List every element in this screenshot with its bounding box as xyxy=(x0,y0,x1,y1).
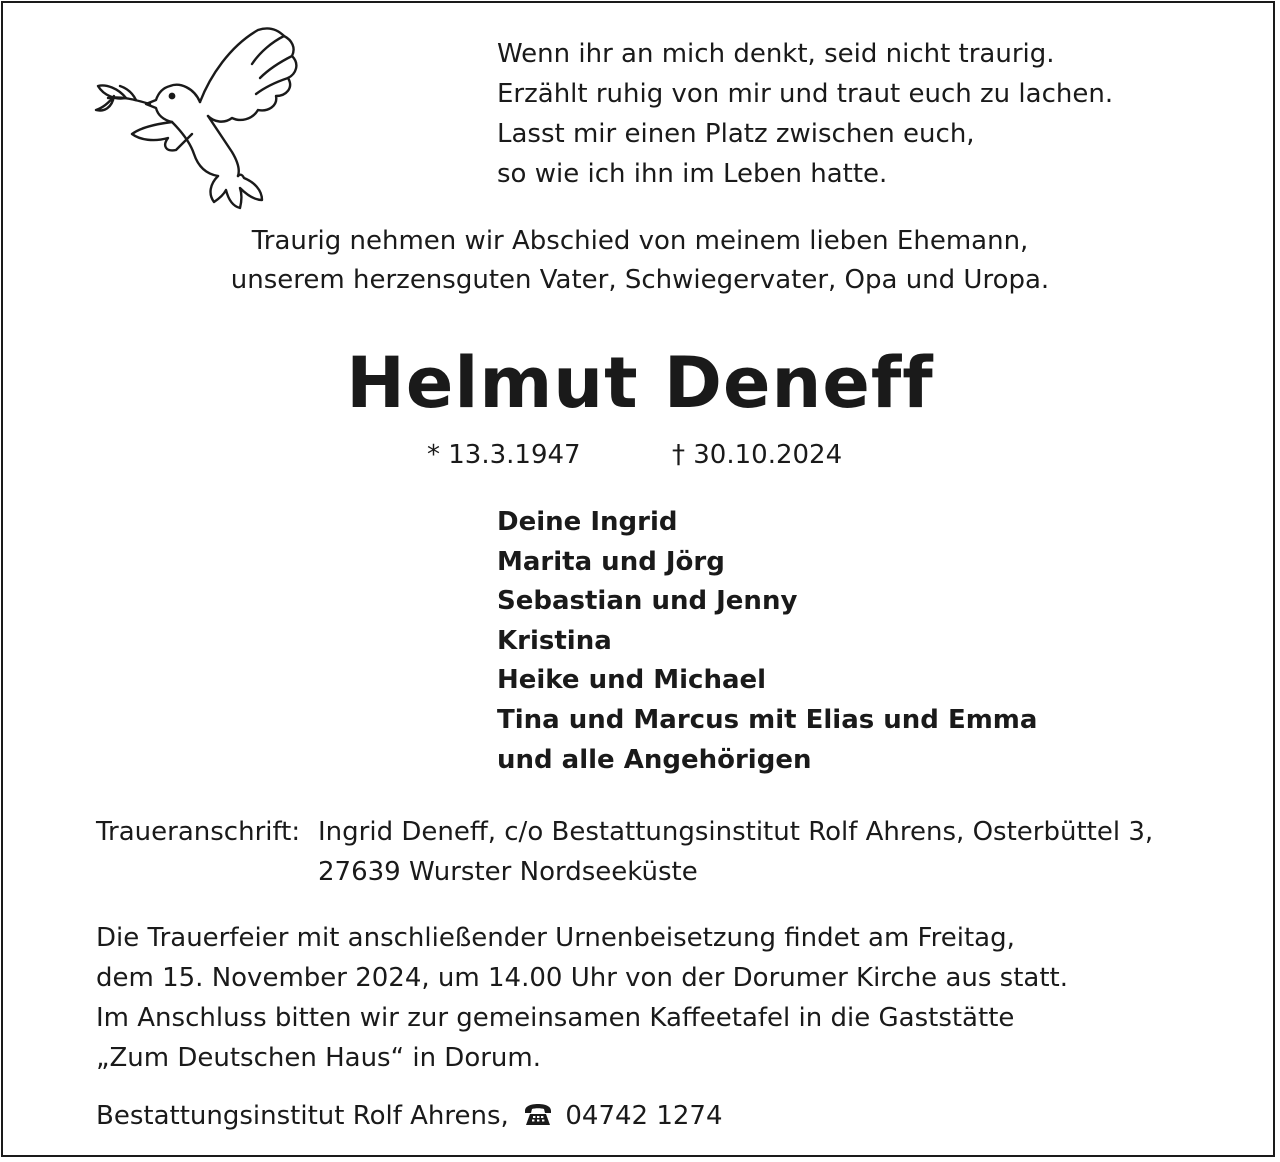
address-label: Traueranschrift: xyxy=(96,817,301,847)
poem-verse xyxy=(497,34,1113,194)
funeral-home-contact xyxy=(96,1096,723,1136)
family-member: Heike und Michael xyxy=(497,665,767,696)
phone-number[interactable]: 04742 1274 xyxy=(565,1101,723,1131)
family-member: Kristina xyxy=(497,625,612,656)
birth-date: * 13.3.1947 xyxy=(427,440,581,470)
family-list xyxy=(497,503,1037,780)
family-member: Tina und Marcus mit Elias und Emma xyxy=(497,704,1038,735)
family-member: Marita und Jörg xyxy=(497,546,725,577)
death-date: † 30.10.2024 xyxy=(672,440,843,470)
ceremony-line: Die Trauerfeier mit anschließender Urnenbeisetzung findet am Freitag, xyxy=(96,923,1015,953)
dove-icon xyxy=(92,24,304,210)
intro-text xyxy=(0,222,1280,300)
poem-line: Lasst mir einen Platz zwischen euch, xyxy=(497,119,975,149)
ceremony-line: „Zum Deutschen Haus“ in Dorum. xyxy=(96,1043,541,1073)
poem-line: Erzählt ruhig von mir und traut euch zu lachen. xyxy=(497,79,1114,109)
family-member: und alle Angehörigen xyxy=(497,744,812,775)
family-member: Sebastian und Jenny xyxy=(497,586,798,617)
funeral-home-name: Bestattungsinstitut Rolf Ahrens, xyxy=(96,1101,509,1131)
intro-line: unserem herzensguten Vater, Schwiegervater, Opa und Uropa. xyxy=(230,265,1050,295)
poem-line: so wie ich ihn im Leben hatte. xyxy=(497,159,888,189)
address-line: 27639 Wurster Nordseeküste xyxy=(318,857,698,887)
intro-line: Traurig nehmen wir Abschied von meinem lieben Ehemann, xyxy=(251,226,1029,256)
deceased-name: Helmut Deneff xyxy=(346,342,934,424)
poem-line: Wenn ihr an mich denkt, seid nicht traurig. xyxy=(497,39,1055,69)
ceremony-line: dem 15. November 2024, um 14.00 Uhr von der Dorumer Kirche aus statt. xyxy=(96,963,1068,993)
family-member: Deine Ingrid xyxy=(497,507,678,537)
ceremony-line: Im Anschluss bitten wir zur gemeinsamen Kaffeetafel in die Gaststätte xyxy=(96,1003,1015,1033)
telephone-icon xyxy=(523,1103,553,1127)
address-block xyxy=(318,812,1153,892)
ceremony-info xyxy=(96,918,1068,1078)
address-line: Ingrid Deneff, c/o Bestattungsinstitut Rolf Ahrens, Osterbüttel 3, xyxy=(318,817,1154,847)
